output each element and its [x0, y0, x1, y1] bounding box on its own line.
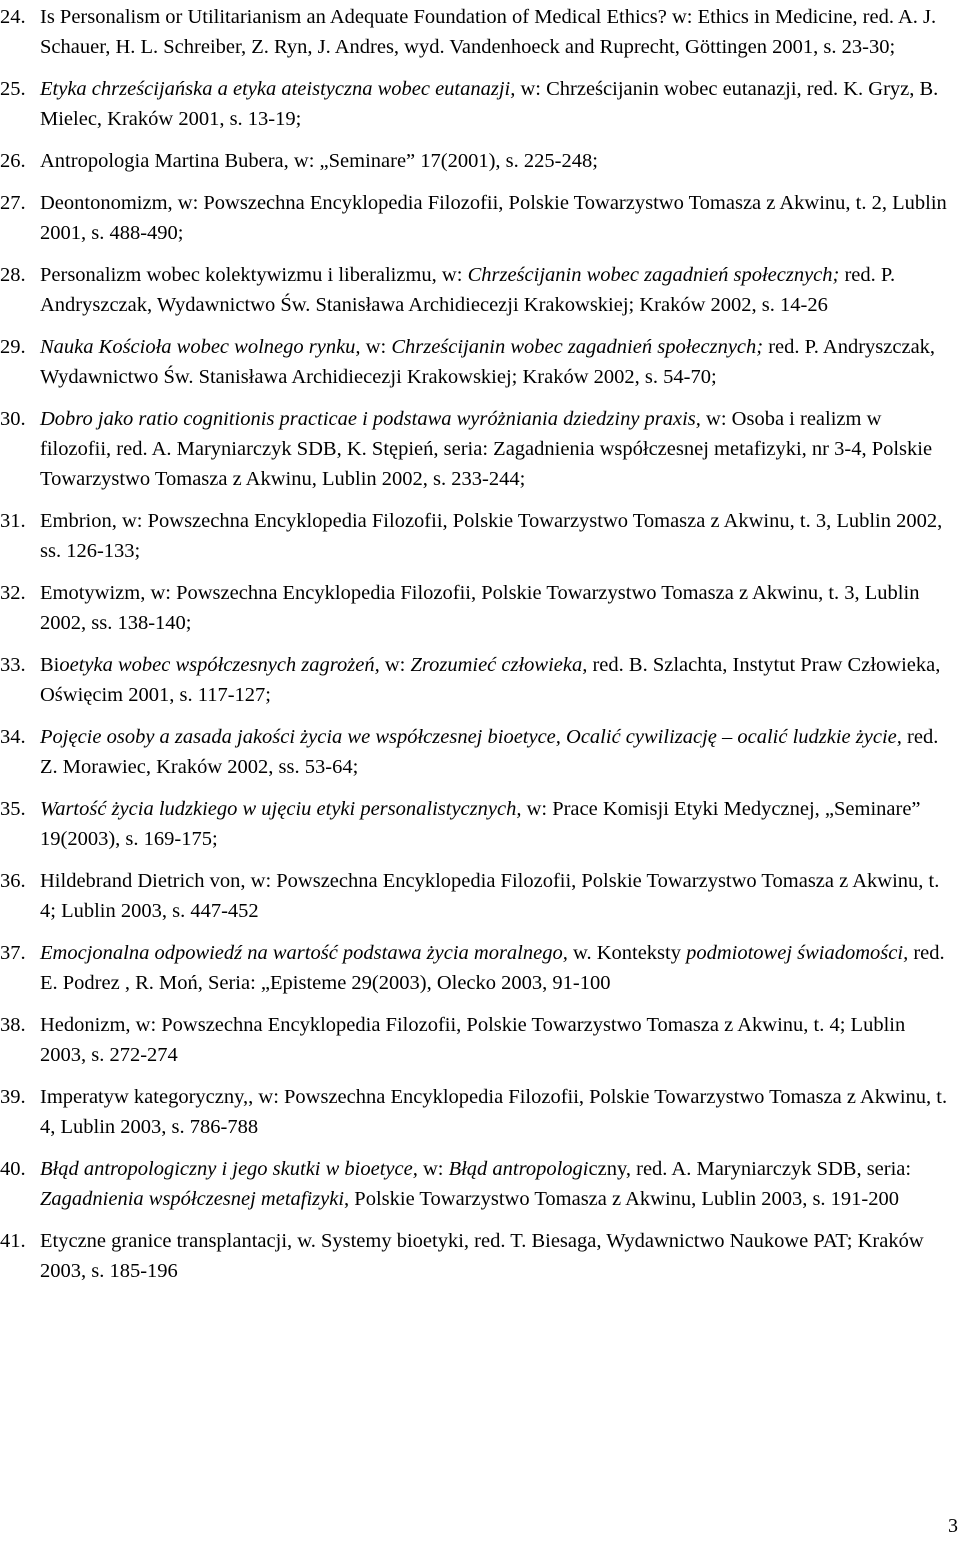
bibliography-entry	[0, 578, 955, 638]
entry-number: 31.	[0, 510, 26, 532]
entry-title-italic: Dobro jako ratio cognitionis practicae i podstawa wyróżniania dziedziny praxis,	[40, 408, 701, 430]
entry-text	[40, 650, 955, 710]
entry-text-segment: w: Osoba i realizm w filozofii, red. A. Maryniarczyk SDB, K. Stępień, seria: Zagadnienia współczesnej metafizyki, nr 3-4, Polskie Towarzystwo Tomasza z Akwinu, Lublin 2002, s. 233-244;	[40, 408, 933, 490]
entry-text-segment: Embrion, w: Powszechna Encyklopedia Filozofii, Polskie Towarzystwo Tomasza z Akwinu, t. 3, Lublin 2002, ss. 126-133;	[40, 510, 943, 562]
entry-text	[40, 188, 955, 248]
bibliography-entry	[0, 866, 955, 926]
entry-title-italic: Emocjonalna odpowiedź na wartość podstawa życia moralnego,	[40, 942, 568, 964]
entry-text	[40, 1082, 955, 1142]
bibliography-entry	[0, 2, 955, 62]
bibliography-entry	[0, 74, 955, 134]
entry-title-italic: Pojęcie osoby a zasada jakości życia we współczesnej bioetyce, Ocalić cywilizację – ocalić ludzkie życie,	[40, 726, 902, 748]
entry-number: 36.	[0, 870, 26, 892]
entry-text	[40, 332, 955, 392]
bibliography-entry	[0, 146, 955, 176]
entry-title-italic: Chrześcijanin wobec zagadnień społecznych;	[467, 264, 840, 286]
bibliography-entry	[0, 506, 955, 566]
entry-number: 40.	[0, 1158, 26, 1180]
entry-text	[40, 260, 955, 320]
entry-title-italic: Nauka Kościoła wobec wolnego rynku,	[40, 336, 361, 358]
entry-title-italic: Zrozumieć człowieka,	[410, 654, 588, 676]
entry-title-italic: Etyka chrześcijańska a etyka ateistyczna wobec eutanazji,	[40, 78, 516, 100]
bibliography-entry	[0, 188, 955, 248]
entry-text-segment: red. B. Szlachta, Instytut Praw Człowieka, Oświęcim 2001, s. 117-127;	[40, 654, 941, 706]
entry-title-italic: podmiotowej świadomości,	[686, 942, 909, 964]
entry-text-segment: Antropologia Martina Bubera, w: „Seminare” 17(2001), s. 225-248;	[40, 150, 598, 172]
entry-title-italic: Błąd antropologiczny i jego skutki w bioetyce,	[40, 1158, 418, 1180]
entry-text-segment: red. E. Podrez , R. Moń, Seria: „Episteme 29(2003), Olecko 2003, 91-100	[40, 942, 945, 994]
entry-number: 25.	[0, 78, 26, 100]
bibliography-entry	[0, 794, 955, 854]
entry-number: 28.	[0, 264, 26, 286]
entry-text-segment: Emotywizm, w: Powszechna Encyklopedia Filozofii, Polskie Towarzystwo Tomasza z Akwinu, t. 3, Lublin 2002, ss. 138-140;	[40, 582, 920, 634]
entry-text-segment: w:	[379, 654, 411, 676]
entry-title-italic: Błąd antropologi	[448, 1158, 589, 1180]
entry-number: 38.	[0, 1014, 26, 1036]
entry-text	[40, 578, 955, 638]
entry-number: 35.	[0, 798, 26, 820]
entry-number: 30.	[0, 408, 26, 430]
entry-title-italic: oetyka wobec współczesnych zagrożeń,	[59, 654, 380, 676]
bibliography-entry	[0, 404, 955, 494]
entry-text-segment: w. Konteksty	[567, 942, 687, 964]
entry-text	[40, 722, 955, 782]
entry-text	[40, 74, 955, 134]
entry-number: 27.	[0, 192, 26, 214]
entry-text-segment: Personalizm wobec kolektywizmu i liberalizmu, w:	[40, 264, 468, 286]
entry-text	[40, 794, 955, 854]
entry-text	[40, 2, 955, 62]
entry-text-segment: Hildebrand Dietrich von, w: Powszechna Encyklopedia Filozofii, Polskie Towarzystwo Tomasza z Akwinu, t. 4; Lublin 2003, s. 447-452	[40, 870, 940, 922]
entry-text	[40, 404, 955, 494]
entry-number: 32.	[0, 582, 26, 604]
bibliography-entry	[0, 1154, 955, 1214]
entry-text-segment: czny, red. A. Maryniarczyk SDB, seria:	[588, 1158, 912, 1180]
entry-text-segment: Hedonizm, w: Powszechna Encyklopedia Filozofii, Polskie Towarzystwo Tomasza z Akwinu, t. 4; Lublin 2003, s. 272-274	[40, 1014, 906, 1066]
page-number: 3	[948, 1515, 958, 1537]
bibliography-entry	[0, 332, 955, 392]
entry-text-segment: w:	[360, 336, 392, 358]
entry-text	[40, 506, 955, 566]
entry-number: 37.	[0, 942, 26, 964]
entry-text-segment: Etyczne granice transplantacji, w. Systemy bioetyki, red. T. Biesaga, Wydawnictwo Naukowe PAT; Kraków 2003, s. 185-196	[40, 1230, 924, 1282]
entry-number: 34.	[0, 726, 26, 748]
entry-title-italic: Chrześcijanin wobec zagadnień społecznych;	[391, 336, 764, 358]
entry-text	[40, 146, 955, 176]
entry-text-segment: red. P. Andryszczak, Wydawnictwo Św. Stanisława Archidiecezji Krakowskiej; Kraków 2002, s. 54-70;	[40, 336, 936, 388]
bibliography-entry	[0, 650, 955, 710]
entry-text-segment: Imperatyw kategoryczny,, w: Powszechna Encyklopedia Filozofii, Polskie Towarzystwo Tomasza z Akwinu, t. 4, Lublin 2003, s. 786-788	[40, 1086, 948, 1138]
entry-text	[40, 866, 955, 926]
entry-number: 26.	[0, 150, 26, 172]
entry-title-italic: Wartość życia ludzkiego w ujęciu etyki personalistycznych,	[40, 798, 522, 820]
entry-text	[40, 1154, 955, 1214]
entry-text-segment: Deontonomizm, w: Powszechna Encyklopedia Filozofii, Polskie Towarzystwo Tomasza z Akwinu, t. 2, Lublin 2001, s. 488-490;	[40, 192, 947, 244]
entry-text	[40, 1226, 955, 1286]
bibliography-entry	[0, 938, 955, 998]
entry-text-segment: red. Z. Morawiec, Kraków 2002, ss. 53-64;	[40, 726, 939, 778]
entry-text-segment: w: Prace Komisji Etyki Medycznej, „Seminare” 19(2003), s. 169-175;	[40, 798, 921, 850]
bibliography-list	[0, 2, 955, 1298]
entry-number: 39.	[0, 1086, 26, 1108]
entry-text	[40, 938, 955, 998]
bibliography-entry	[0, 1082, 955, 1142]
entry-text-segment: red. P. Andryszczak, Wydawnictwo Św. Stanisława Archidiecezji Krakowskiej; Kraków 2002, s. 14-26	[40, 264, 896, 316]
bibliography-entry	[0, 1226, 955, 1286]
entry-text-segment: , Polskie Towarzystwo Tomasza z Akwinu, Lublin 2003, s. 191-200	[344, 1188, 899, 1210]
entry-text	[40, 1010, 955, 1070]
entry-number: 29.	[0, 336, 26, 358]
bibliography-entry	[0, 722, 955, 782]
entry-text-segment: Bi	[40, 654, 60, 676]
entry-title-italic: Zagadnienia współczesnej metafizyki	[40, 1188, 345, 1210]
bibliography-entry	[0, 1010, 955, 1070]
entry-text-segment: w:	[417, 1158, 449, 1180]
entry-text-segment: w: Chrześcijanin wobec eutanazji, red. K. Gryz, B. Mielec, Kraków 2001, s. 13-19;	[40, 78, 939, 130]
bibliography-entry	[0, 260, 955, 320]
entry-text-segment: Is Personalism or Utilitarianism an Adequate Foundation of Medical Ethics? w: Ethics in Medicine, red. A. J. Schauer, H. L. Schreiber, Z. Ryn, J. Andres, wyd. Vandenhoeck and Ruprecht, Göttingen 2001, s. 23-30;	[40, 6, 937, 58]
entry-number: 24.	[0, 6, 26, 28]
entry-number: 41.	[0, 1230, 26, 1252]
entry-number: 33.	[0, 654, 26, 676]
